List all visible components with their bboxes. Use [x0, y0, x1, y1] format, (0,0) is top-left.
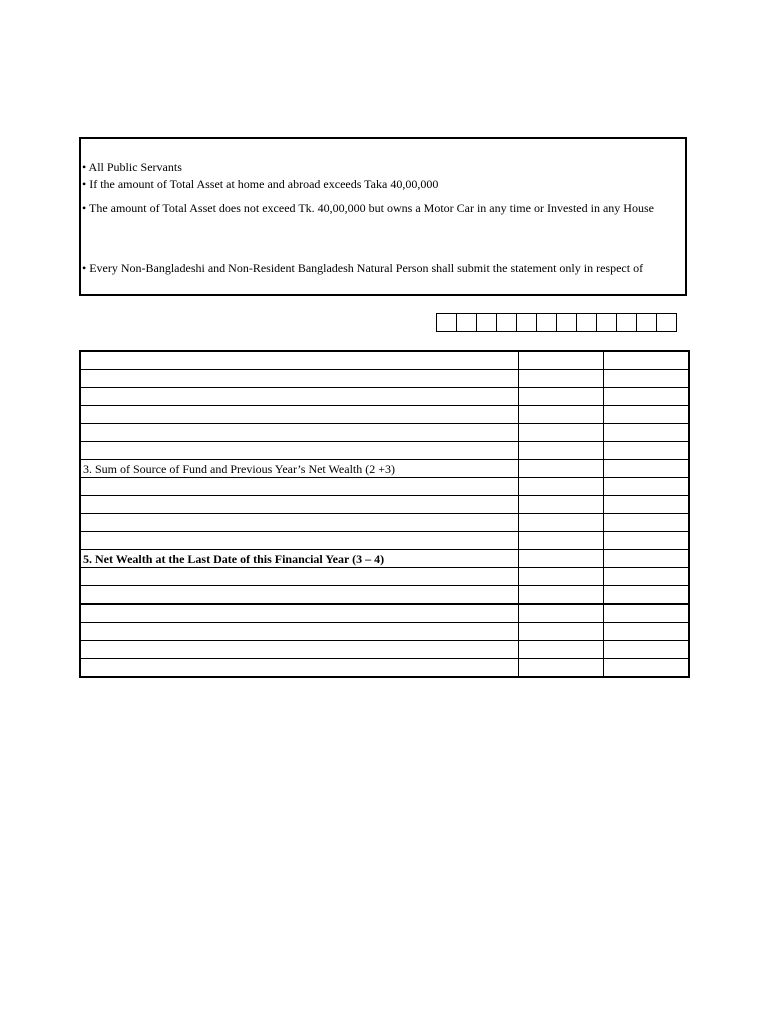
table-row — [80, 641, 689, 659]
amount-cell[interactable] — [604, 604, 690, 623]
table-row — [80, 406, 689, 424]
tin-digit-cell[interactable] — [577, 314, 597, 331]
amount-cell[interactable] — [604, 514, 690, 532]
row-label — [80, 388, 519, 406]
amount-cell[interactable] — [604, 388, 690, 406]
amount-cell[interactable] — [519, 550, 604, 568]
amount-cell[interactable] — [604, 568, 690, 586]
amount-cell[interactable] — [519, 424, 604, 442]
amount-cell[interactable] — [604, 641, 690, 659]
table-row-sum-fund — [80, 460, 689, 478]
tin-digit-cell[interactable] — [637, 314, 657, 331]
notice-line-public-servants: • All Public Servants — [82, 160, 182, 174]
notice-line-non-resident: • Every Non-Bangladeshi and Non-Resident Bangladesh Natural Person shall submit the statement only in respect of — [82, 261, 644, 275]
amount-cell[interactable] — [519, 623, 604, 641]
amount-cell[interactable] — [519, 514, 604, 532]
tin-digit-cell[interactable] — [617, 314, 637, 331]
table-row — [80, 478, 689, 496]
table-row — [80, 604, 689, 623]
table-row — [80, 532, 689, 550]
table-row — [80, 424, 689, 442]
amount-cell[interactable] — [604, 370, 690, 388]
tin-digit-cell[interactable] — [477, 314, 497, 331]
table-row — [80, 659, 689, 678]
net-wealth-table — [79, 350, 690, 678]
tin-input-boxes[interactable] — [436, 313, 677, 332]
row-label — [80, 623, 519, 641]
amount-cell[interactable] — [604, 532, 690, 550]
amount-cell[interactable] — [519, 370, 604, 388]
table-row-net-wealth — [80, 550, 689, 568]
tin-digit-cell[interactable] — [537, 314, 557, 331]
table-row — [80, 388, 689, 406]
amount-cell[interactable] — [519, 406, 604, 424]
amount-cell[interactable] — [604, 550, 690, 568]
amount-cell[interactable] — [519, 388, 604, 406]
row-label — [80, 641, 519, 659]
amount-cell[interactable] — [604, 460, 690, 478]
row-label — [80, 496, 519, 514]
tin-digit-cell[interactable] — [517, 314, 537, 331]
amount-cell[interactable] — [519, 659, 604, 678]
row-label — [80, 406, 519, 424]
tin-digit-cell[interactable] — [437, 314, 457, 331]
amount-cell[interactable] — [604, 586, 690, 605]
row-label — [80, 586, 519, 605]
amount-cell[interactable] — [519, 478, 604, 496]
amount-cell[interactable] — [519, 532, 604, 550]
row-label — [80, 659, 519, 678]
notice-line-motor-car-house: • The amount of Total Asset does not exceed Tk. 40,00,000 but owns a Motor Car in any time or Invested in any House — [82, 201, 654, 215]
amount-cell[interactable] — [519, 460, 604, 478]
row-label — [80, 442, 519, 460]
table-row — [80, 586, 689, 605]
eligibility-notice-box — [79, 137, 687, 296]
amount-cell[interactable] — [604, 424, 690, 442]
amount-cell[interactable] — [519, 568, 604, 586]
row-label — [80, 568, 519, 586]
row-label — [80, 514, 519, 532]
amount-cell[interactable] — [604, 406, 690, 424]
table-row — [80, 370, 689, 388]
table-row — [80, 514, 689, 532]
amount-cell[interactable] — [604, 442, 690, 460]
row-label — [80, 532, 519, 550]
amount-cell[interactable] — [519, 442, 604, 460]
amount-cell[interactable] — [519, 496, 604, 514]
tin-digit-cell[interactable] — [657, 314, 677, 331]
table-row — [80, 623, 689, 641]
table-row — [80, 568, 689, 586]
row-label — [80, 424, 519, 442]
table-row — [80, 496, 689, 514]
amount-cell[interactable] — [604, 659, 690, 678]
notice-line-asset-threshold: • If the amount of Total Asset at home and abroad exceeds Taka 40,00,000 — [82, 177, 439, 191]
tin-digit-cell[interactable] — [457, 314, 477, 331]
amount-cell[interactable] — [519, 586, 604, 605]
tin-digit-cell[interactable] — [597, 314, 617, 331]
table-row — [80, 442, 689, 460]
amount-cell[interactable] — [604, 496, 690, 514]
amount-cell[interactable] — [604, 623, 690, 641]
row-label — [80, 351, 519, 370]
amount-cell[interactable] — [519, 604, 604, 623]
table-row — [80, 351, 689, 370]
tin-digit-cell[interactable] — [497, 314, 517, 331]
amount-cell[interactable] — [604, 478, 690, 496]
amount-cell[interactable] — [519, 351, 604, 370]
row-label — [80, 370, 519, 388]
amount-cell[interactable] — [604, 351, 690, 370]
tin-digit-cell[interactable] — [557, 314, 577, 331]
amount-cell[interactable] — [519, 641, 604, 659]
row-label-sum-fund: 3. Sum of Source of Fund and Previous Year’s Net Wealth (2 +3) — [80, 460, 519, 478]
row-label-net-wealth: 5. Net Wealth at the Last Date of this Financial Year (3 – 4) — [80, 550, 519, 568]
row-label — [80, 604, 519, 623]
row-label — [80, 478, 519, 496]
